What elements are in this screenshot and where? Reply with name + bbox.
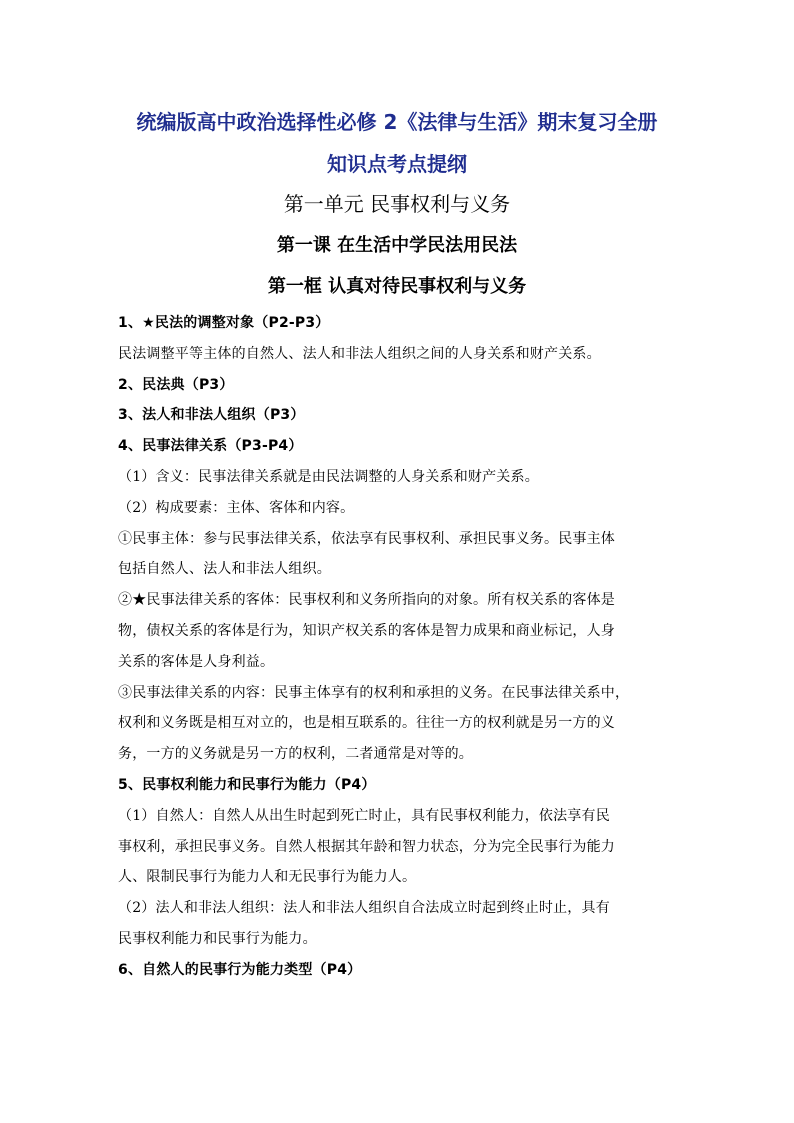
paragraph-line: 包括自然人、法人和非法人组织。 bbox=[118, 561, 331, 578]
paragraph-line: 事权利，承担民事义务。自然人根据其年龄和智力状态，分为完全民事行为能力 bbox=[118, 838, 615, 855]
paragraph-line: 民事权利能力和民事行为能力。 bbox=[118, 930, 317, 947]
section-heading-5: 5、民事权利能力和民事行为能力（P4） bbox=[118, 776, 376, 793]
paragraph-line: 物，债权关系的客体是行为，知识产权关系的客体是智力成果和商业标记，人身 bbox=[118, 622, 615, 639]
paragraph-line: 权利和义务既是相互对立的，也是相互联系的。往往一方的权利就是另一方的义 bbox=[118, 715, 615, 732]
paragraph-line: ②★民事法律关系的客体：民事权利和义务所指向的对象。所有权关系的客体是 bbox=[118, 592, 615, 609]
document-body bbox=[118, 308, 682, 986]
lesson-heading: 第一课 在生活中学民法用民法 bbox=[276, 235, 518, 256]
paragraph-line: （2）构成要素：主体、客体和内容。 bbox=[118, 499, 355, 516]
unit-heading: 第一单元 民事权利与义务 bbox=[283, 192, 511, 216]
paragraph-line: （1）自然人：自然人从出生时起到死亡时止，具有民事权利能力，依法享有民 bbox=[118, 807, 610, 824]
section-heading-2: 2、民法典（P3） bbox=[118, 376, 234, 393]
paragraph-line: 务，一方的义务就是另一方的权利，二者通常是对等的。 bbox=[118, 746, 473, 763]
document-title-line-2: 知识点考点提纲 bbox=[327, 152, 467, 176]
paragraph-line: ①民事主体：参与民事法律关系，依法享有民事权利、承担民事义务。民事主体 bbox=[118, 530, 615, 547]
document-title-line-1: 统编版高中政治选择性必修 2《法律与生活》期末复习全册 bbox=[136, 110, 658, 134]
section-heading-6: 6、自然人的民事行为能力类型（P4） bbox=[118, 961, 362, 978]
paragraph-line: ③民事法律关系的内容：民事主体享有的权利和承担的义务。在民事法律关系中， bbox=[118, 684, 630, 701]
frame-heading: 第一框 认真对待民事权利与义务 bbox=[267, 276, 527, 297]
section-heading-3: 3、法人和非法人组织（P3） bbox=[118, 407, 305, 424]
paragraph-line: （1）含义：民事法律关系就是由民法调整的人身关系和财产关系。 bbox=[118, 468, 539, 485]
paragraph-line: 关系的客体是人身利益。 bbox=[118, 653, 275, 670]
paragraph-line: 民法调整平等主体的自然人、法人和非法人组织之间的人身关系和财产关系。 bbox=[118, 345, 601, 362]
section-heading-1: 1、★民法的调整对象（P2-P3） bbox=[118, 315, 330, 331]
section-heading-4: 4、民事法律关系（P3-P4） bbox=[118, 438, 303, 455]
paragraph-line: 人、限制民事行为能力人和无民事行为能力人。 bbox=[118, 869, 417, 886]
paragraph-line: （2）法人和非法人组织：法人和非法人组织自合法成立时起到终止时止，具有 bbox=[118, 900, 610, 917]
